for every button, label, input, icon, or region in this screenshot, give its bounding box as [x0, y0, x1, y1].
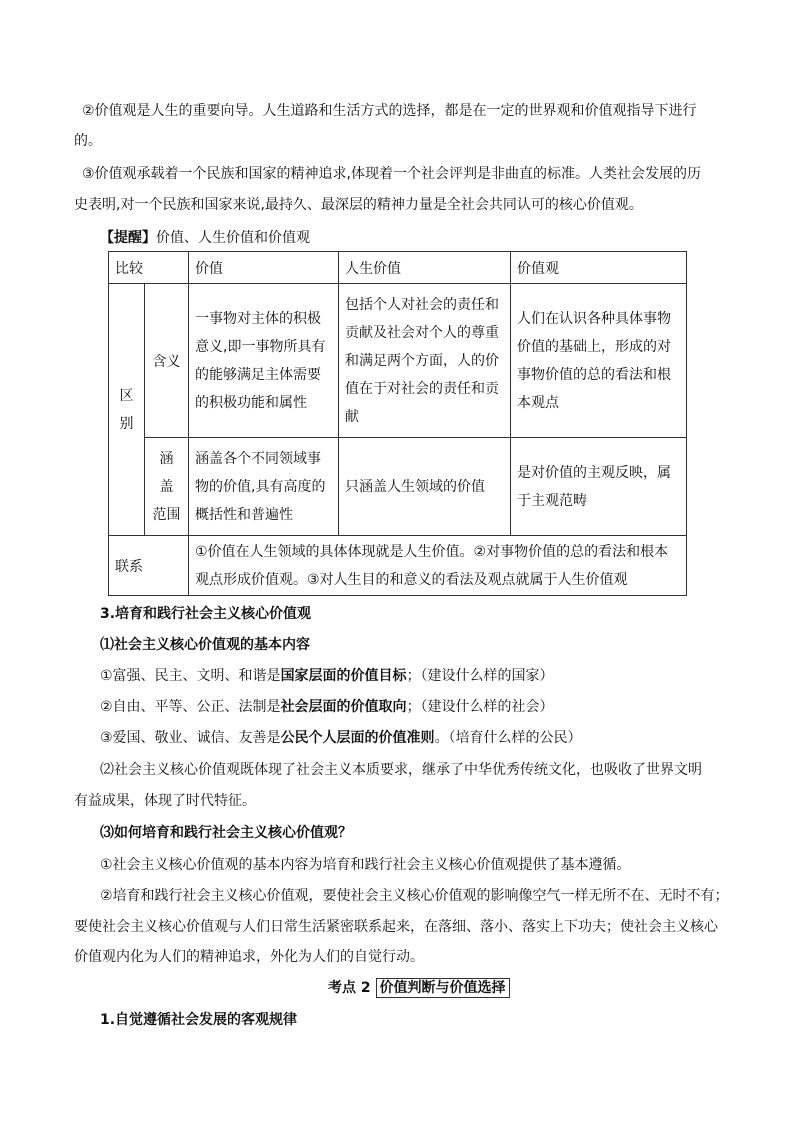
meaning-values-view-cell: 人们在认识各种具体事物 价值的基础上，形成的对 事物价值的总的看法和根 本观点: [511, 284, 687, 438]
kaodian-heading: 考点 2 价值判断与价值选择: [328, 978, 510, 998]
subsection-heading: ⑶如何培育和践行社会主义核心价值观？: [100, 825, 352, 841]
paragraph-line: 有益成果，体现了时代特征。: [74, 793, 256, 809]
scope-value-cell: 涵盖各个不同领域事 物的价值,具有高度的 概括性和普遍性: [189, 438, 339, 536]
paragraph-line: 史表明,对一个民族和国家来说,最持久、最深层的精神力量是全社会共同认可的核心价值观。: [74, 197, 643, 213]
link-label: 联系: [109, 536, 189, 596]
subsection-heading: ⑴社会主义核心价值观的基本内容: [100, 637, 310, 653]
table-header-row: [109, 252, 687, 284]
scope-values-view-cell: 是对价值的主观反映，属 于主观范畴: [511, 438, 687, 536]
difference-label: 区 别: [109, 284, 145, 536]
paragraph-line: 的。: [74, 133, 102, 149]
header-value: 价值: [189, 252, 339, 284]
kaodian-title: 价值判断与价值选择: [376, 978, 510, 998]
meaning-life-value-cell: 包括个人对社会的责任和 贡献及社会对个人的尊重 和满足两个方面，人的价 值在于对社会的责任和贡 献: [339, 284, 511, 438]
scope-label: 涵 盖 范围: [145, 438, 189, 536]
list-item: ①富强、民主、文明、和谐是国家层面的价值目标；（建设什么样的国家）: [100, 668, 554, 684]
tip-heading: [100, 228, 310, 248]
meaning-value-cell: 一事物对主体的积极 意义,即一事物所具有 的能够满足主体需要 的积极功能和属性: [189, 284, 339, 438]
tip-title: 价值、人生价值和价值观: [156, 230, 310, 246]
section1-heading: 1.自觉遵循社会发展的客观规律: [100, 1012, 298, 1028]
list-item: ③爱国、敬业、诚信、友善是公民个人层面的价值准则。（培育什么样的公民）: [100, 730, 582, 746]
list-item: ②自由、平等、公正、法制是社会层面的价值取向；（建设什么样的社会）: [100, 699, 554, 715]
paragraph-line: ②培育和践行社会主义核心价值观，要使社会主义核心价值观的影响像空气一样无所不在、无时不有；: [100, 888, 729, 904]
comparison-table: [108, 251, 687, 596]
paragraph-line: 价值观内化为人们的精神追求，外化为人们的自觉行动。: [74, 949, 424, 965]
paragraph-line: ②价值观是人生的重要向导。人生道路和生活方式的选择，都是在一定的世界观和价值观指导下进行: [82, 103, 697, 119]
header-compare: 比较: [109, 252, 189, 284]
tip-label: 【提醒】: [100, 230, 156, 246]
link-cell: ①价值在人生领域的具体体现就是人生价值。②对事物价值的总的看法和根本 观点形成价值观。③对人生目的和意义的看法及观点就属于人生价值观: [189, 536, 687, 596]
header-life-value: 人生价值: [339, 252, 511, 284]
paragraph-line: ⑵社会主义核心价值观既体现了社会主义本质要求，继承了中华优秀传统文化，也吸收了世界文明: [100, 762, 702, 778]
paragraph-line: ③价值观承载着一个民族和国家的精神追求,体现着一个社会评判是非曲直的标准。人类社会发展的历: [82, 166, 701, 182]
section3-heading: 3.培育和践行社会主义核心价值观: [100, 606, 312, 622]
scope-life-value-cell: 只涵盖人生领域的价值: [339, 438, 511, 536]
meaning-label: 含义: [145, 284, 189, 438]
table-row-meaning: [109, 284, 687, 438]
table-row-link: [109, 536, 687, 596]
table-row-scope: [109, 438, 687, 536]
list-item: ①社会主义核心价值观的基本内容为培育和践行社会主义核心价值观提供了基本遵循。: [100, 857, 631, 873]
header-values-view: 价值观: [511, 252, 687, 284]
paragraph-line: 要使社会主义核心价值观与人们日常生活紧密联系起来，在落细、落小、落实上下功夫；使社会主义核心: [74, 919, 718, 935]
